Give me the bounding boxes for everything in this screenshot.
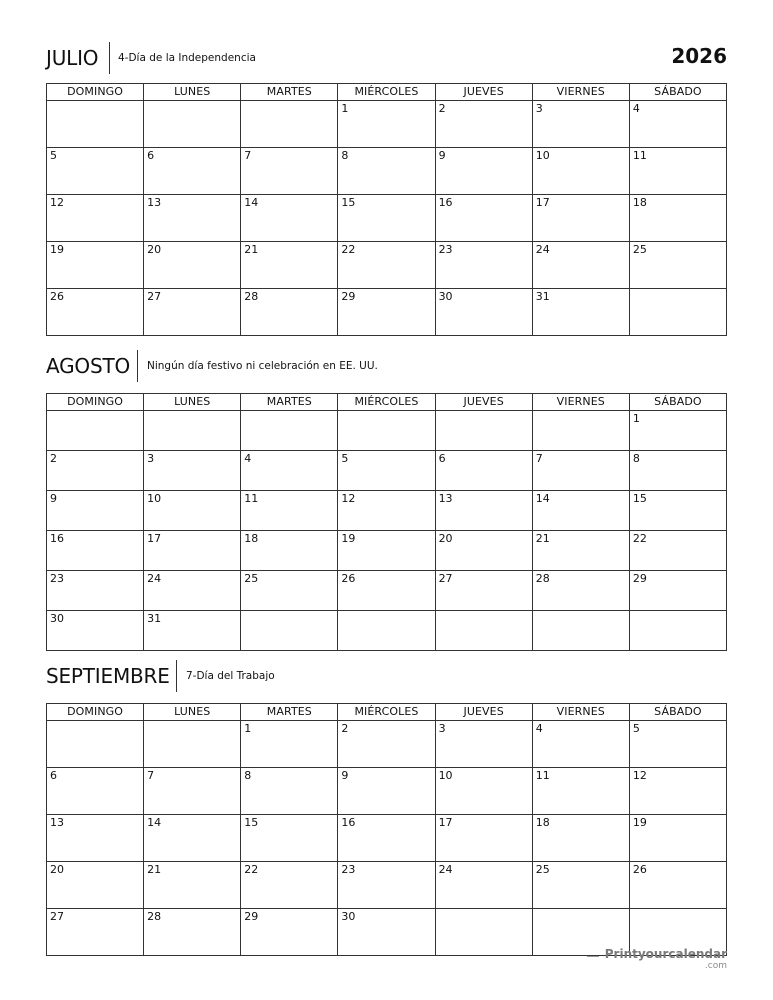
weekday-header: VIERNES	[532, 394, 629, 411]
week-row	[47, 451, 727, 491]
day-cell: 5	[629, 721, 726, 768]
day-cell: 9	[435, 148, 532, 195]
week-row	[47, 289, 727, 336]
weekday-header: MIÉRCOLES	[338, 394, 435, 411]
week-row	[47, 195, 727, 242]
week-row	[47, 768, 727, 815]
day-cell: 25	[532, 862, 629, 909]
day-cell: 29	[241, 909, 338, 956]
day-cell: 10	[144, 491, 241, 531]
day-cell: 12	[47, 195, 144, 242]
day-cell: 1	[241, 721, 338, 768]
day-cell: 5	[338, 451, 435, 491]
day-cell	[47, 101, 144, 148]
day-cell: 6	[144, 148, 241, 195]
day-cell: 26	[47, 289, 144, 336]
day-cell: 16	[47, 531, 144, 571]
day-cell: 16	[435, 195, 532, 242]
week-row	[47, 815, 727, 862]
day-cell: 9	[338, 768, 435, 815]
weekday-header: MARTES	[241, 704, 338, 721]
calendar-septiembre	[46, 703, 727, 956]
day-cell: 3	[435, 721, 532, 768]
day-cell: 14	[241, 195, 338, 242]
day-cell	[435, 611, 532, 651]
day-cell: 29	[629, 571, 726, 611]
day-cell: 21	[241, 242, 338, 289]
day-cell: 23	[47, 571, 144, 611]
day-cell	[532, 411, 629, 451]
day-cell: 15	[338, 195, 435, 242]
day-cell: 25	[629, 242, 726, 289]
weekday-header-row	[47, 394, 727, 411]
day-cell: 12	[629, 768, 726, 815]
weekday-header: MARTES	[241, 394, 338, 411]
day-cell: 24	[435, 862, 532, 909]
weekday-header: MIÉRCOLES	[338, 84, 435, 101]
weekday-header: JUEVES	[435, 84, 532, 101]
day-cell: 1	[629, 411, 726, 451]
day-cell: 24	[532, 242, 629, 289]
day-cell: 20	[435, 531, 532, 571]
day-cell: 31	[532, 289, 629, 336]
day-cell: 19	[629, 815, 726, 862]
day-cell: 18	[241, 531, 338, 571]
day-cell	[629, 289, 726, 336]
day-cell: 11	[241, 491, 338, 531]
day-cell: 13	[47, 815, 144, 862]
day-cell: 2	[338, 721, 435, 768]
day-cell	[435, 411, 532, 451]
day-cell: 19	[47, 242, 144, 289]
holiday-note-agosto: Ningún día festivo ni celebración en EE. UU.	[147, 360, 378, 372]
day-cell: 29	[338, 289, 435, 336]
day-cell	[241, 611, 338, 651]
weekday-header: SÁBADO	[629, 84, 726, 101]
day-cell: 15	[241, 815, 338, 862]
day-cell: 12	[338, 491, 435, 531]
day-cell: 8	[629, 451, 726, 491]
day-cell: 23	[435, 242, 532, 289]
day-cell	[47, 411, 144, 451]
day-cell: 24	[144, 571, 241, 611]
weekday-header: MIÉRCOLES	[338, 704, 435, 721]
day-cell	[241, 101, 338, 148]
weekday-header: DOMINGO	[47, 704, 144, 721]
week-row	[47, 101, 727, 148]
day-cell: 10	[532, 148, 629, 195]
watermark-sub: .com	[704, 961, 727, 971]
day-cell: 22	[241, 862, 338, 909]
day-cell: 15	[629, 491, 726, 531]
day-cell: 3	[532, 101, 629, 148]
weekday-header: JUEVES	[435, 704, 532, 721]
weekday-header-row	[47, 704, 727, 721]
day-cell: 3	[144, 451, 241, 491]
day-cell: 31	[144, 611, 241, 651]
day-cell: 21	[532, 531, 629, 571]
day-cell: 20	[144, 242, 241, 289]
week-row	[47, 611, 727, 651]
weekday-header: LUNES	[144, 394, 241, 411]
day-cell: 30	[435, 289, 532, 336]
week-row	[47, 721, 727, 768]
day-cell: 30	[47, 611, 144, 651]
weekday-header: SÁBADO	[629, 704, 726, 721]
day-cell: 27	[47, 909, 144, 956]
day-cell: 21	[144, 862, 241, 909]
day-cell: 22	[338, 242, 435, 289]
day-cell: 17	[435, 815, 532, 862]
day-cell: 8	[338, 148, 435, 195]
day-cell: 13	[435, 491, 532, 531]
week-row	[47, 862, 727, 909]
day-cell: 8	[241, 768, 338, 815]
weekday-header: DOMINGO	[47, 394, 144, 411]
day-cell: 4	[241, 451, 338, 491]
day-cell: 26	[629, 862, 726, 909]
day-cell: 18	[532, 815, 629, 862]
day-cell: 10	[435, 768, 532, 815]
day-cell: 7	[144, 768, 241, 815]
weekday-header: VIERNES	[532, 84, 629, 101]
holiday-note-julio: 4-Día de la Independencia	[118, 52, 256, 64]
day-cell: 6	[435, 451, 532, 491]
day-cell: 20	[47, 862, 144, 909]
day-cell	[47, 721, 144, 768]
weekday-header: DOMINGO	[47, 84, 144, 101]
day-cell: 27	[435, 571, 532, 611]
day-cell: 14	[532, 491, 629, 531]
day-cell: 22	[629, 531, 726, 571]
day-cell	[144, 101, 241, 148]
day-cell: 1	[338, 101, 435, 148]
year-label: 2026	[671, 44, 727, 68]
title-separator	[176, 660, 177, 692]
day-cell: 13	[144, 195, 241, 242]
day-cell	[144, 411, 241, 451]
day-cell	[532, 611, 629, 651]
weekday-header: JUEVES	[435, 394, 532, 411]
calendar-agosto	[46, 393, 727, 651]
month-title-septiembre: SEPTIEMBRE	[46, 664, 170, 688]
day-cell: 5	[47, 148, 144, 195]
day-cell: 7	[532, 451, 629, 491]
holiday-note-septiembre: 7-Día del Trabajo	[186, 670, 275, 682]
title-separator	[137, 350, 138, 382]
day-cell: 19	[338, 531, 435, 571]
day-cell: 11	[532, 768, 629, 815]
week-row	[47, 571, 727, 611]
day-cell	[338, 611, 435, 651]
day-cell: 7	[241, 148, 338, 195]
day-cell: 26	[338, 571, 435, 611]
day-cell: 23	[338, 862, 435, 909]
day-cell	[338, 411, 435, 451]
weekday-header: VIERNES	[532, 704, 629, 721]
weekday-header: SÁBADO	[629, 394, 726, 411]
calendar-julio	[46, 83, 727, 336]
day-cell: 6	[47, 768, 144, 815]
day-cell: 27	[144, 289, 241, 336]
weekday-header: MARTES	[241, 84, 338, 101]
watermark-main: Printyourcalendar	[604, 947, 727, 961]
day-cell	[144, 721, 241, 768]
week-row	[47, 242, 727, 289]
day-cell: 2	[47, 451, 144, 491]
week-row	[47, 411, 727, 451]
day-cell: 16	[338, 815, 435, 862]
day-cell: 28	[241, 289, 338, 336]
day-cell: 17	[144, 531, 241, 571]
day-cell	[241, 411, 338, 451]
day-cell	[629, 611, 726, 651]
weekday-header: LUNES	[144, 704, 241, 721]
weekday-header: LUNES	[144, 84, 241, 101]
day-cell: 11	[629, 148, 726, 195]
day-cell: 4	[629, 101, 726, 148]
day-cell: 30	[338, 909, 435, 956]
weekday-header-row	[47, 84, 727, 101]
day-cell: 2	[435, 101, 532, 148]
week-row	[47, 491, 727, 531]
month-title-agosto: AGOSTO	[46, 354, 131, 378]
day-cell: 18	[629, 195, 726, 242]
day-cell: 17	[532, 195, 629, 242]
watermark-rule	[587, 956, 599, 957]
day-cell: 28	[144, 909, 241, 956]
week-row	[47, 148, 727, 195]
watermark-logo	[605, 947, 727, 971]
day-cell: 28	[532, 571, 629, 611]
day-cell: 4	[532, 721, 629, 768]
day-cell: 25	[241, 571, 338, 611]
week-row	[47, 531, 727, 571]
day-cell	[435, 909, 532, 956]
title-separator	[109, 42, 110, 74]
day-cell: 9	[47, 491, 144, 531]
day-cell: 14	[144, 815, 241, 862]
month-title-julio: JULIO	[46, 46, 99, 70]
